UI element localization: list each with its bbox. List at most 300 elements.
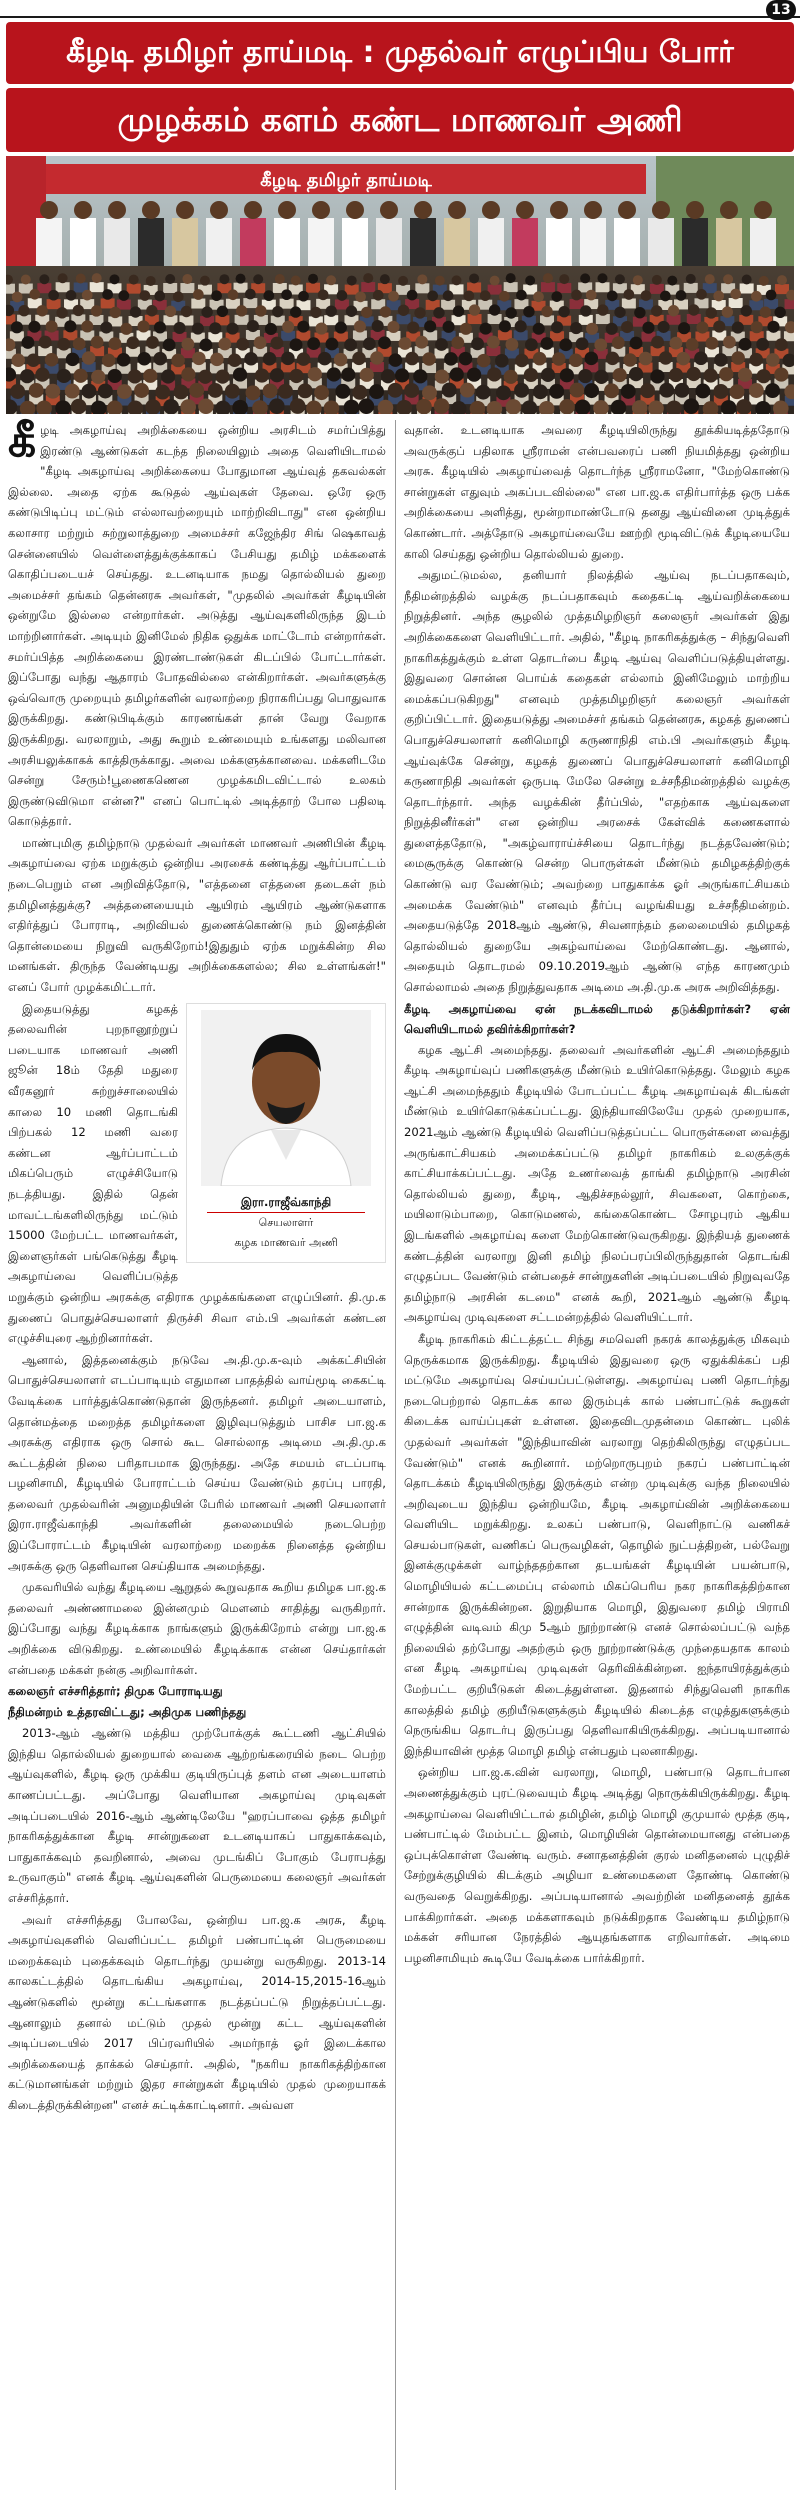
crowd-person-head	[506, 273, 516, 283]
crowd-person-head	[29, 383, 44, 398]
crowd-person-body	[306, 283, 320, 293]
crowd-person-head	[706, 337, 719, 350]
crowd-person-head	[505, 307, 516, 318]
crowd-person-head	[73, 305, 84, 316]
crowd-person-head	[612, 336, 625, 349]
crowd-person-head	[289, 369, 303, 383]
crowd-person-head	[696, 321, 708, 333]
crowd-person-head	[738, 368, 752, 382]
crowd-person-head	[91, 336, 104, 349]
right-column	[404, 420, 790, 1969]
crowd-person-head	[533, 291, 544, 302]
crowd-person-head	[281, 352, 295, 366]
top-strip	[0, 0, 800, 18]
crowd-person-head	[134, 383, 149, 398]
crowd-person-head	[201, 306, 212, 317]
crowd-person-head	[82, 290, 93, 301]
crowd-person-head	[281, 289, 292, 300]
crowd-person-head	[741, 305, 752, 316]
stage-person-body	[104, 218, 130, 266]
stage-person-body	[614, 218, 640, 266]
crowd-person-head	[706, 307, 717, 318]
crowd-person-head	[495, 354, 509, 368]
stage-person-head	[244, 201, 262, 219]
crowd-person-head	[658, 321, 670, 333]
crowd-person-head	[21, 275, 31, 285]
crowd-person-head	[452, 275, 462, 285]
crowd-person-head	[210, 353, 224, 367]
crowd-person-body	[729, 298, 743, 308]
crowd-person-head	[269, 398, 285, 414]
crowd-person-head	[208, 383, 223, 398]
crowd-person-head	[297, 321, 309, 333]
crowd-person-head	[584, 383, 599, 398]
stage-person-body	[750, 218, 776, 266]
stage-person-head	[210, 201, 228, 219]
crowd-person-head	[594, 338, 607, 351]
crowd-person-head	[45, 353, 59, 367]
crowd-person-head	[514, 383, 529, 398]
crowd-person-head	[193, 289, 204, 300]
stage-person-head	[686, 201, 704, 219]
crowd-person-head	[388, 383, 403, 398]
crowd-person-head	[751, 321, 763, 333]
stage-person-body	[36, 218, 62, 266]
stage-person-head	[380, 201, 398, 219]
crowd-person-head	[594, 370, 608, 384]
crowd-person-head	[651, 305, 662, 316]
crowd-person-head	[585, 352, 599, 366]
paragraph-text: ழடி அகழாய்வு அறிக்கையை ஒன்றிய அரசிடம் சமர்ப்பித்து இரண்டு ஆண்டுகள் கடந்த நிலையிலும் அதை வெளியிடாமல் "கீழடி அகழாய்வு அறிக்கையை போதுமான ஆய்வுத் தகவல்கள் இல்லை. அதை ஏற்க கூடுதல் ஆய்வுகள் தேவை. ஒரே ஒரு கண்டுபிடிப்பு மட்டும் எல்லாவற்றையும் மாற்றிவிடாது" என ஒன்றிய கலாசார மற்றும் சுற்றுலாத்துறை அமைச்சர் கஜேந்திர சிங் ஷெகாவத் சென்னையில் வெள்ளைத்துக்குக்காகப் பேசியது தமிழ் மக்களைக் கொதிப்படையச் செய்தது. உடனடியாக நமது தொல்லியல் துறை அமைச்சர் தங்கம் தென்னரசு அவர்கள், "முதலில் அவர்கள் கீழடியின் ஒன்றுமே இல்லை என்றார்கள். அடுத்து ஆய்வுகளிலிருந்த இடம் மாற்றினார்கள். அடியும் இனிமேல் நிதிக ஒதுக்க மாட்டோம் என்றார்கள். சமர்ப்பித்த அறிக்கையை இரண்டாண்டுகள் கிடப்பில் போட்டார்கள். இப்போது வந்து ஆதாரம் போதவில்லை என்கிறார்கள். அவர்களுக்கு ஒவ்வொரு முறையும் தமிழர்களின் வரலாற்றை நிராகரிப்பது பொதுவாக இருக்கிறது. கண்டுபிடிக்கும் காரணங்கள் தான் வேறு வேறாக இருக்கிறது. வரலாறும், அது கூறும் உண்மையும் உங்களது மலிவான அரசியலுக்காகக் காத்திருக்காது. அவை மக்களுக்கானவை. மக்களிடமே சென்று சேரும்!பூணைகணென முழக்கமிடவிட்டால் உலகம் இருண்டுவிடுமா என்ன?" எனப் பொட்டில் அடித்தாற் போல பதிலடி கொடுத்தார்.	[8, 423, 386, 829]
crowd-person-head	[233, 367, 247, 381]
crowd-person-head	[389, 353, 403, 367]
stage-person-head	[142, 201, 160, 219]
crowd-person-head	[247, 320, 259, 332]
crowd-person-head	[477, 354, 491, 368]
crowd-person-head	[137, 320, 149, 332]
crowd-person-head	[165, 274, 175, 284]
stage-person-head	[74, 201, 92, 219]
stage-person-head	[312, 201, 330, 219]
crowd-person-head	[766, 353, 780, 367]
crowd-person-head	[387, 321, 399, 333]
crowd-person-head	[766, 290, 777, 301]
crowd-person-head	[606, 352, 620, 366]
crowd-person-head	[442, 383, 457, 398]
crowd-person-head	[298, 291, 309, 302]
person-wing: கழக மாணவர் அணி	[234, 1235, 338, 1249]
stage-person-body	[410, 218, 436, 266]
crowd-person-head	[270, 368, 284, 382]
crowd-person-head	[138, 352, 152, 366]
column-divider	[395, 420, 396, 2490]
crowd-person-head	[278, 384, 293, 399]
stage-person-body	[274, 218, 300, 266]
crowd-person-head	[713, 320, 725, 332]
crowd-person-head	[667, 276, 677, 286]
crowd-person-head	[236, 274, 246, 284]
stage-person-head	[516, 201, 534, 219]
crowd-person-head	[777, 275, 787, 285]
crowd-person-head	[265, 323, 277, 335]
crowd-person-head	[200, 276, 210, 286]
crowd-person-head	[173, 322, 185, 334]
crowd-person-head	[559, 399, 575, 414]
crowd-person-head	[29, 289, 40, 300]
crowd-person-head	[318, 289, 329, 300]
crowd-person-head	[630, 337, 643, 350]
crowd-person-head	[275, 274, 285, 284]
crowd-person-head	[571, 290, 582, 301]
crowd-person-head	[453, 305, 464, 316]
crowd-person-head	[552, 352, 566, 366]
crowd-person-head	[326, 338, 339, 351]
crowd-person-head	[146, 336, 159, 349]
crowd-person-head	[369, 384, 384, 399]
paragraph: ஒன்றிய பா.ஜ.க.வின் வரலாறு, மொழி, பண்பாடு தொடர்பான அணைத்துக்கும் புரட்டுவையும் கீழடி அடித்து நொருக்கியிருக்கிறது. கீழடி அகழாய்வை வெளியிட்டால் தமிழின், தமிழ் மொழி குமுயால் மூத்த குடி, பண்பாட்டில் மேம்பட்ட இனம், மொழியின் தொன்மையானது என்பதை ஒப்புக்கொள்ள வேண்டி வரும். சனாதனத்தின் குரல் மனிதனைல் புழுதிச் சேற்றுக்குழியில் கிடக்கும் அழியா உண்மைகளை தோண்டி கொண்டு வருவதை வெறுக்கிறது. அப்படியானால் அவற்றின் மனிதனைத் தூக்க பாக்கிறார்கள். அதை மக்களாகவும் நடுக்கிறதாக வேண்டிய தமிழ்நாடு மக்கள் சரியான நேரத்தில் ஆயுதங்களாக எறிவார்கள். அடிமை பழனிசாமியும் கூடியே வேடிக்கை பார்க்கிறார்.	[404, 1765, 790, 1965]
crowd-person-head	[27, 353, 41, 367]
crowd-person-head	[98, 384, 113, 399]
crowd-person-head	[73, 337, 86, 350]
crowd-person-head	[559, 338, 572, 351]
crowd-person-head	[263, 383, 278, 398]
crowd-person-head	[506, 338, 519, 351]
crowd-person-head	[57, 369, 71, 383]
crowd-person-head	[580, 273, 590, 283]
crowd-person-head	[640, 383, 655, 398]
crowd-person-head	[370, 351, 384, 365]
crowd-person-head	[723, 274, 733, 284]
crowd-person-head	[290, 338, 303, 351]
stage-person-head	[482, 201, 500, 219]
crowd-person-head	[659, 383, 674, 398]
crowd-person-head	[254, 336, 267, 349]
drop-cap: கீ	[8, 416, 37, 467]
paragraph: கழக ஆட்சி அமைந்தது. தலைவர் அவர்களின் ஆட்சி அமைந்ததும் கீழடி அகழாய்வுப் பணிகளுக்கு மீண்டும் உயிர்கொடுத்தது. மேலும் கழக ஆட்சி அமைந்ததும் கீழடியில் போடப்பட்ட கீழடி அகழாய்வுக் கிடங்கள் மீண்டும் உயிர்கொடுக்கப்பட்டது. இந்தியாவிலேயே முதல் முறையாக, 2021ஆம் ஆண்டு கீழடியில் வெளிப்படுத்தப்பட்ட பொருள்களை வைத்து அருங்காட்சியகம் அமைக்கப்பட்டு தமிழர் நாகரிகம் உலகுக்குக் காட்சியாக்கப்பட்டது. அதே உணர்வைத் தாங்கி தமிழ்நாடு அரசின் தொல்லியல் துறை, கீழடி, ஆதிச்சநல்லூர், சிவகளை, கொற்கை, மயிலாடும்பாறை, கொடுமணல், கங்கைகொண்ட சோழபுரம் ஆகிய இடங்களில் அகழாய்வு களை மேற்கொண்டுவருகிறது. இந்தியத் துணைக் கண்டத்தின் வரலாறு இனி தமிழ் நிலப்பரப்பிலிருந்துதான் தொடங்கி எழுதப்பட வேண்டும் என்பதைச் சான்றுகளின் அடிப்படையில் நிறுவுவதே தமிழ்நாடு அரசின் கடமை" எனக் கூறி, 2021ஆம் ஆண்டு கீழடி அகழாய்வு முடிவுகளை சட்டமன்றத்தில் வெளியிட்டார்.	[404, 1042, 790, 1325]
crowd-person-head	[427, 291, 438, 302]
crowd-person-head	[344, 338, 357, 351]
crowd-person-head	[756, 338, 769, 351]
crowd-person-head	[704, 368, 718, 382]
crowd-person-body	[595, 282, 609, 292]
crowd-person-body	[191, 299, 205, 309]
crowd-person-head	[730, 289, 741, 300]
stage-person-body	[376, 218, 402, 266]
crowd-person-head	[597, 273, 607, 283]
crowd-person-head	[621, 321, 633, 333]
crowd-person-head	[120, 323, 132, 335]
crowd-person-head	[541, 368, 555, 382]
crowd-person-head	[39, 274, 49, 284]
stage-person-body	[138, 218, 164, 266]
crowd-person-head	[359, 398, 375, 414]
protest-photo	[6, 156, 794, 414]
crowd-person-head	[227, 323, 239, 335]
crowd-person-head	[181, 306, 192, 317]
crowd-person-head	[56, 307, 67, 318]
crowd-person-head	[380, 274, 390, 284]
stage-person-head	[414, 201, 432, 219]
crowd-person-head	[551, 321, 563, 333]
crowd-person-head	[315, 322, 327, 334]
crowd-person-head	[35, 368, 49, 382]
crowd-person-head	[444, 352, 458, 366]
crowd-person-head	[739, 338, 752, 351]
crowd-person-head	[732, 322, 744, 334]
crowd-person-head	[652, 275, 662, 285]
crowd-person-head	[108, 369, 122, 383]
crowd-person-head	[669, 368, 683, 382]
crowd-person-head	[118, 290, 129, 301]
crowd-person-head	[774, 367, 788, 381]
crowd-person-head	[623, 353, 637, 367]
crowd-person-head	[760, 307, 771, 318]
crowd-person-head	[686, 338, 699, 351]
crowd-person-head	[597, 304, 608, 315]
crowd-person-head	[424, 320, 436, 332]
crowd-person-head	[253, 274, 263, 284]
crowd-person-head	[435, 369, 449, 383]
crowd-person-head	[774, 307, 785, 318]
crowd-person-head	[209, 322, 221, 334]
crowd-person-head	[270, 337, 283, 350]
crowd-person-head	[127, 336, 140, 349]
crowd-person-head	[58, 273, 68, 283]
crowd-person-head	[687, 367, 701, 381]
crowd-person-head	[551, 291, 562, 302]
person-designation: செயலாளர்	[258, 1215, 314, 1229]
crowd-person-head	[318, 352, 332, 366]
crowd-person-head	[117, 384, 132, 399]
crowd-person-head	[415, 336, 428, 349]
stage-person-head	[448, 201, 466, 219]
crowd-person-head	[335, 384, 350, 399]
crowd-person-head	[173, 384, 188, 399]
crowd-person-head	[146, 305, 157, 316]
crowd-person-head	[719, 367, 733, 381]
crowd-person-head	[12, 292, 23, 303]
crowd-person-head	[414, 307, 425, 318]
crowd-person-head	[523, 306, 534, 317]
crowd-person-head	[480, 323, 492, 335]
crowd-person-head	[634, 307, 645, 318]
crowd-person-head	[624, 289, 635, 300]
crowd-person-head	[21, 336, 34, 349]
crowd-person-head	[459, 352, 473, 366]
crowd-person-head	[109, 337, 122, 350]
crowd-person-head	[395, 368, 409, 382]
crowd-person-head	[109, 274, 119, 284]
crowd-person-head	[314, 385, 329, 400]
crowd-person-head	[570, 322, 582, 334]
crowd-person-head	[650, 369, 664, 383]
crowd-person-head	[558, 306, 569, 317]
crowd-person-head	[37, 305, 48, 316]
crowd-person-head	[290, 398, 306, 414]
crowd-person-head	[74, 369, 88, 383]
crowd-person-head	[217, 306, 228, 317]
crowd-person-head	[65, 384, 80, 399]
subheading: கீழடி அகழாய்வை ஏன் நடக்கவிடாமல் தடுக்கிறார்கள்? ஏன் வெளியிடாமல் தவிர்க்கிறார்கள்?	[404, 1001, 790, 1036]
crowd-person-head	[560, 368, 574, 382]
crowd-person-head	[198, 398, 214, 414]
crowd-person-head	[11, 321, 23, 333]
crowd-person-head	[372, 320, 384, 332]
crowd-person-head	[570, 383, 585, 398]
crowd-person-head	[443, 290, 454, 301]
crowd-person-head	[82, 351, 96, 365]
paragraph: 2013-ஆம் ஆண்டு மத்திய முற்போக்குக் கூட்டணி ஆட்சியில் இந்திய தொல்லியல் துறையால் வைகை ஆற்றங்கரையில் நடை பெற்ற ஆய்வுகளில், கீழடி ஒரு முக்கிய குடியிருப்புத் தளம் என அடையாளம் காணப்பட்டது. அப்போது வெளியான அகழாய்வு முடிவுகள் அடிப்படையில் 2016-ஆம் ஆண்டிலேயே "ஹரப்பாவை ஒத்த தமிழர் நாகரிகத்துக்கான கீழடி சான்றுகளை உடனடியாகப் பாதுகாக்கவும், பாதுகாக்கவும் தவறினால், அவை முடங்கிப் போகும் பேராபத்து உருவாகும்" எனக் கீழடி ஆய்வுகளின் பெருமையை கலைஞர் அவர்கள் எச்சரித்தார்.	[8, 1726, 386, 1905]
crowd-person-head	[341, 368, 355, 382]
crowd-person-head	[659, 351, 673, 365]
crowd-person-head	[200, 339, 213, 352]
crowd-person-head	[48, 290, 59, 301]
crowd-person-head	[422, 352, 436, 366]
crowd-person-head	[161, 369, 175, 383]
crowd-person-body	[345, 285, 359, 295]
crowd-person-body	[541, 282, 555, 292]
crowd-person-head	[435, 338, 448, 351]
crowd-person-head	[504, 370, 518, 384]
crowd-person-head	[91, 370, 105, 384]
crowd-person-body	[56, 282, 70, 292]
crowd-person-head	[460, 323, 472, 335]
crowd-person-head	[173, 291, 184, 302]
stage-person-head	[652, 201, 670, 219]
crowd-person-head	[576, 337, 589, 350]
crowd-person-head	[499, 291, 510, 302]
crowd-person-head	[219, 274, 229, 284]
paragraph: அதுமட்டுமல்ல, தனியார் நிலத்தில் ஆய்வு நடப்பதாகவும், நீதிமன்றத்தில் வழக்கு நடப்பதாகவும் கதைகட்டி ஆய்வறிக்கையை நிறுத்தினர். அந்த சூழலில் முத்தமிழறிஞர் கலைஞர் அவர்கள் இது அறிக்கைகளை வெளியிட்டார். அதில், "கீழடி நாகரிகத்துக்கு – சிந்துவெளி நாகரிகத்துக்கும் உள்ள தொடர்பை கீழடி ஆய்வு வெளிப்படுத்தியுள்ளது. இதுவரை சொன்ன பொய்க் கதைகள் எல்லாம் இனிமேலும் மாற்றிய மைக்கப்படுகிறது" எனவும் முத்தமிழறிஞர் கலைஞர் அவர்கள் குறிப்பிட்டார். இதையடுத்து அமைச்சர் தங்கம் தென்னரசு, கழகத் துணைப் பொதுச்செயலாளர் கனிமொழி கருணாநிதி எம்.பி அவர்களும் கீழடி ஆய்வுக்கே சென்று, கழகத் துணைப் பொதுச்செயலாளர் கனிமொழி கருணாநிதி அவர்கள் ஒருபடி மேலே சென்று உச்சநீதிமன்றத்தில் வழக்கு தொடர்ந்தார். அந்த வழக்கின் தீர்ப்பில், "எதற்காக ஆய்வுகளை நிறுத்தினீர்கள்" என ஒன்றிய அரசைக் கேள்விக் கணைகளால் துளைத்ததோடு, "அகழ்வாராய்ச்சியை தொடர்ந்து நடத்தவேண்டும்; மைசூருக்கு கொண்டு சென்ற பொருள்கள் மீண்டும் தமிழகத்திற்குக் கொண்டு வர வேண்டும்; அவற்றை பாதுகாக்க ஓர் அருங்காட்சியகம் அமைக்க வேண்டும்" எனவும் தீர்ப்பு வழங்கியது உச்சநீதிமன்றம். அதையடுத்தே 2018ஆம் ஆண்டு, சிவனாந்தம் தலைமையில் தமிழகத் தொல்லியல் துறையே அகழ்வாய்வை மேற்கொண்டது. ஆனால், அதையும் தொடரமல் 09.10.2019ஆம் ஆண்டு எந்த காரணமும் சொல்லாமல் அதை நிறுத்துவதாக அடிமை அ.தி.மு.க அரசு அறிவித்தது.	[404, 568, 790, 995]
stage-person-body	[512, 218, 538, 266]
crowd-person-head	[586, 290, 597, 301]
crowd-person-head	[354, 320, 366, 332]
crowd-person-head	[433, 307, 444, 318]
crowd-person-head	[334, 353, 348, 367]
left-column	[8, 416, 386, 2117]
crowd-person-head	[66, 353, 80, 367]
crowd-person-head	[722, 306, 733, 317]
crowd-person-head	[543, 273, 553, 283]
crowd-person-head	[10, 384, 25, 399]
crowd-person-head	[363, 273, 373, 283]
crowd-person-head	[660, 291, 671, 302]
crowd-person-head	[642, 322, 654, 334]
crowd-person-body	[504, 282, 518, 292]
crowd-person-head	[404, 383, 419, 398]
crowd-person-head	[154, 291, 165, 302]
crowd-person-head	[443, 321, 455, 333]
crowd-person-head	[434, 398, 450, 414]
crowd-person-head	[749, 383, 764, 398]
crowd-person-body	[280, 299, 294, 309]
crowd-person-head	[228, 354, 242, 368]
crowd-person-head	[181, 367, 195, 381]
person-name: இரா.ராஜீவ்காந்தி	[240, 1194, 332, 1209]
stage-person-body	[682, 218, 708, 266]
crowd-person-head	[18, 305, 29, 316]
stage-person-head	[550, 201, 568, 219]
crowd-person-head	[615, 274, 625, 284]
crowd-person-head	[326, 275, 336, 285]
crowd-person-head	[541, 306, 552, 317]
crowd-person-head	[102, 354, 116, 368]
stage-person-head	[176, 201, 194, 219]
crowd-person-head	[607, 290, 618, 301]
crowd-person-head	[360, 368, 374, 382]
crowd-person-head	[749, 353, 763, 367]
crowd-person-head	[298, 383, 313, 398]
crowd-person-head	[290, 306, 301, 317]
crowd-person-head	[451, 336, 464, 349]
crowd-person-head	[541, 337, 554, 350]
crowd-person-head	[569, 354, 583, 368]
crowd-person-head	[192, 323, 204, 335]
crowd-person-head	[683, 398, 699, 414]
crowd-person-head	[92, 273, 102, 283]
crowd-person-head	[730, 384, 745, 399]
crowd-person-head	[516, 290, 527, 301]
stage-person-body	[716, 218, 742, 266]
person-photo	[201, 1010, 371, 1186]
crowd-person-head	[263, 352, 277, 366]
crowd-person-head	[559, 274, 569, 284]
crowd-person-head	[182, 274, 192, 284]
crowd-person-head	[236, 305, 247, 316]
crowd-person-head	[244, 352, 258, 366]
crowd-person-head	[480, 290, 491, 301]
crowd-person-head	[490, 276, 500, 286]
stage-person-body	[308, 218, 334, 266]
crowd-person-head	[76, 273, 86, 283]
crowd-person-head	[129, 275, 139, 285]
subheading: கலைஞர் எச்சரித்தார்; திமுக போராடியது	[8, 1684, 223, 1699]
crowd-person-head	[714, 353, 728, 367]
crowd-person-head	[307, 337, 320, 350]
crowd-person-body	[441, 300, 455, 310]
crowd-person-head	[255, 368, 269, 382]
crowd-person-head	[153, 352, 167, 366]
stage-person-body	[342, 218, 368, 266]
crowd-person-head	[380, 306, 391, 317]
crowd-person-head	[422, 385, 437, 400]
crowd-person-head	[759, 276, 769, 286]
crowd-person-body	[415, 283, 429, 293]
crowd-person-head	[450, 367, 464, 381]
crowd-person-head	[228, 289, 239, 300]
crowd-person-head	[471, 337, 484, 350]
crowd-person-head	[487, 367, 501, 381]
crowd-person-head	[225, 384, 240, 399]
crowd-person-head	[91, 305, 102, 316]
crowd-person-head	[633, 275, 643, 285]
crowd-person-head	[11, 353, 24, 367]
crowd-person-head	[143, 369, 157, 383]
crowd-person-head	[629, 367, 643, 381]
crowd-person-head	[163, 338, 176, 351]
crowd-person-head	[613, 368, 627, 382]
crowd-person-head	[272, 306, 283, 317]
crowd-person-head	[363, 337, 376, 350]
crowd-person-head	[695, 384, 710, 399]
stage-person-body	[70, 218, 96, 266]
person-profile	[186, 1003, 386, 1263]
crowd-person-head	[71, 399, 87, 414]
crowd-person-head	[651, 336, 664, 349]
crowd-person-head	[352, 352, 366, 366]
paragraph: முகவரியில் வந்து கீழடியை ஆறுதல் கூறுவதாக கூறிய தமிழக பா.ஜ.க தலைவர் அண்ணாமலை இன்னமும் மெளனம் சாதித்து வருகிறார். இப்போது வந்து கீழடிக்காக நாங்களும் இருக்கிறோம் என்று பா.ஜ.க அறிக்கை விடுகிறது. உண்மையில் கீழடிக்காக என்ன செய்தார்கள் என்பதை மக்கள் நன்கு அறிவார்கள்.	[8, 1580, 386, 1677]
crowd-person-head	[621, 384, 636, 399]
